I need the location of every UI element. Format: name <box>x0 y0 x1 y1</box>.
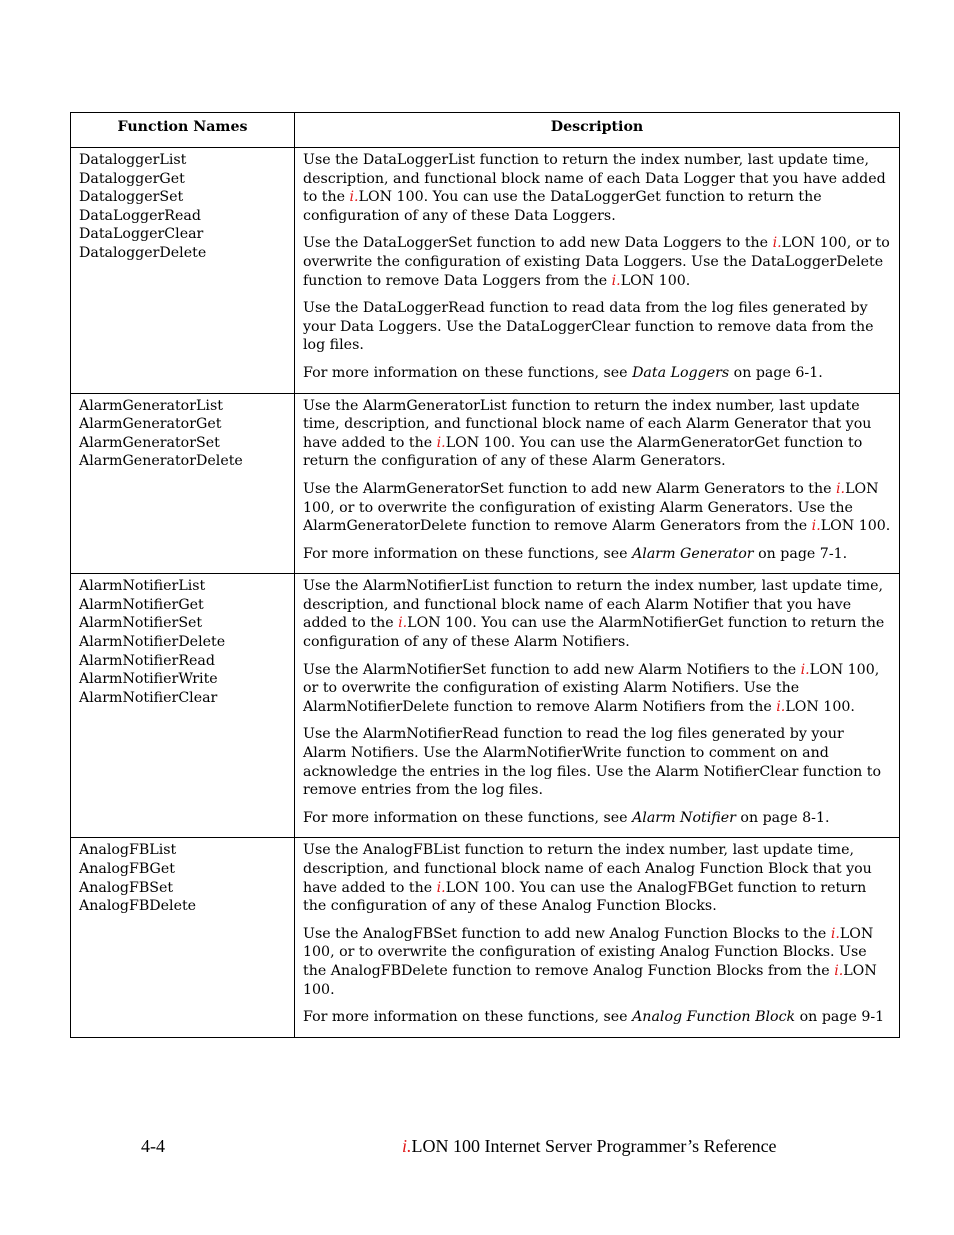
function-name: DataLoggerRead <box>79 207 201 224</box>
description-cell <box>295 393 900 574</box>
description-cell <box>295 574 900 838</box>
description-cell <box>295 148 900 394</box>
function-name: DataloggerDelete <box>79 244 207 261</box>
section-reference: Analog Function Block <box>632 1009 796 1026</box>
text-run: For more information on these functions, see <box>303 545 633 562</box>
text-run: Use the AlarmNotifierRead function to read the log files generated by your Alarm Notifiers. Use the AlarmNotifierWrite function to comment on and acknowledge the entries in the log files. Use the Alarm NotifierClear function to remove entries from the log files. <box>303 726 882 799</box>
function-table <box>70 112 900 1038</box>
function-names-cell <box>71 574 295 838</box>
text-run: on page 7-1. <box>753 545 848 562</box>
table-row <box>71 393 900 574</box>
text-run: Use the AnalogFBSet function to add new Analog Function Blocks to the <box>303 925 831 942</box>
text-run: For more information on these functions, see <box>303 1009 633 1026</box>
text-run: LON 100. <box>785 698 855 715</box>
table-header-row <box>71 113 900 148</box>
function-name: AlarmNotifierList <box>79 578 206 595</box>
function-name: AnalogFBGet <box>79 861 175 877</box>
ilon-prefix: i. <box>398 615 408 632</box>
text-run: Use the AlarmGeneratorSet function to add new Alarm Generators to the <box>303 480 836 497</box>
header-description: Description <box>295 113 900 148</box>
section-reference: Data Loggers <box>632 364 730 381</box>
table-body <box>71 148 900 1038</box>
function-name: DataloggerList <box>79 152 187 168</box>
section-reference: Alarm Notifier <box>632 809 736 826</box>
text-run: Use the AlarmNotifierList function to return the index number, last update time, description, and functional block name of each Alarm Notifier that you have added to the <box>303 578 884 632</box>
text-run: Use the AlarmGeneratorList function to return the index number, last update time, description, and functional block name of each Alarm Generator that you have added to the <box>303 397 872 451</box>
text-run: LON 100. <box>620 272 691 289</box>
page-number: 4-4 <box>141 1136 165 1156</box>
text-run: on page 9-1 <box>795 1009 885 1026</box>
ilon-prefix: i. <box>830 925 840 942</box>
ilon-prefix: i. <box>772 235 782 252</box>
section-reference: Alarm Generator <box>632 545 754 562</box>
table-row <box>71 148 900 394</box>
ilon-prefix: i. <box>811 518 821 535</box>
text-run: on page 6-1. <box>729 364 823 381</box>
description-paragraph <box>303 725 891 799</box>
text-run: Use the DataLoggerList function to return the index number, last update time, description, and functional block name of each Data Logger that you have added to the <box>303 152 886 206</box>
function-name: AnalogFBSet <box>79 879 174 896</box>
text-run: For more information on these functions, see <box>303 364 633 381</box>
text-run: LON 100. You can use the DataLoggerGet function to return the configuration of any of these Data Loggers. <box>303 189 822 224</box>
function-name: DataLoggerClear <box>79 226 204 243</box>
description-paragraph <box>303 661 891 717</box>
function-name: AnalogFBDelete <box>79 898 197 915</box>
text-run: Use the DataLoggerRead function to read data from the log files generated by your Data Loggers. Use the DataLoggerClear function to remove data from the log files. <box>303 300 874 354</box>
description-paragraph <box>303 299 891 355</box>
description-paragraph <box>303 809 891 828</box>
header-function-names: Function Names <box>71 113 295 148</box>
description-paragraph <box>303 841 891 915</box>
text-run: For more information on these functions, see <box>303 809 633 826</box>
description-cell <box>295 838 900 1037</box>
function-name: AlarmNotifierDelete <box>79 634 226 651</box>
function-name: AlarmNotifierClear <box>79 689 218 706</box>
description-paragraph <box>303 364 891 383</box>
function-name: AlarmGeneratorGet <box>79 416 222 433</box>
book-title-text: LON 100 Internet Server Programmer’s Reference <box>411 1136 777 1156</box>
function-name: AlarmGeneratorList <box>79 397 223 414</box>
function-name: AnalogFBList <box>79 842 177 859</box>
ilon-prefix: i. <box>611 272 621 289</box>
book-title <box>402 1135 777 1157</box>
table-row <box>71 574 900 838</box>
function-name: AlarmNotifierGet <box>79 596 204 613</box>
text-run: on page 8-1. <box>735 809 830 826</box>
function-name: AlarmGeneratorSet <box>79 434 220 451</box>
function-name: DataloggerSet <box>79 189 184 206</box>
text-run: LON 100, or to overwrite the configuration of existing Analog Function Blocks. Use the AnalogFBDelete function to remove Analog Function Blocks from the <box>303 925 874 979</box>
ilon-prefix: i. <box>776 698 786 715</box>
function-name: AlarmNotifierRead <box>79 652 215 669</box>
function-name: AlarmNotifierSet <box>79 615 203 632</box>
text-run: Use the DataLoggerSet function to add new Data Loggers to the <box>303 235 773 252</box>
function-name: DataloggerGet <box>79 170 185 187</box>
text-run: Use the AlarmNotifierSet function to add new Alarm Notifiers to the <box>303 661 801 678</box>
text-run: LON 100. You can use the AnalogFBGet function to return the configuration of any of these Analog Function Blocks. <box>303 879 867 915</box>
description-paragraph <box>303 545 891 564</box>
description-paragraph <box>303 397 891 471</box>
text-run: LON 100. <box>820 518 891 535</box>
function-names-cell <box>71 148 295 394</box>
text-run: LON 100, or to overwrite the configuration of existing Data Loggers. Use the DataLoggerDelete function to remove Data Loggers from the <box>303 235 890 289</box>
description-paragraph <box>303 151 891 225</box>
text-run: LON 100. You can use the AlarmNotifierGet function to return the configuration of any of these Alarm Notifiers. <box>303 615 885 651</box>
function-names-cell <box>71 838 295 1037</box>
ilon-prefix: i. <box>436 879 446 896</box>
ilon-prefix: i. <box>349 189 359 206</box>
description-paragraph <box>303 925 891 999</box>
description-paragraph <box>303 1008 891 1027</box>
ilon-prefix: i. <box>402 1136 412 1156</box>
ilon-prefix: i. <box>800 661 810 678</box>
function-names-cell <box>71 393 295 574</box>
description-paragraph <box>303 234 891 290</box>
ilon-prefix: i. <box>836 480 846 497</box>
text-run: LON 100, or to overwrite the configuration of existing Alarm Generators. Use the AlarmGeneratorDelete function to remove Alarm Generators from the <box>303 480 879 535</box>
function-name: AlarmGeneratorDelete <box>79 453 243 470</box>
ilon-prefix: i. <box>436 434 446 451</box>
description-paragraph <box>303 577 891 651</box>
text-run: LON 100. You can use the AlarmGeneratorGet function to return the configuration of any of these Alarm Generators. <box>303 434 863 470</box>
text-run: Use the AnalogFBList function to return the index number, last update time, description, and functional block name of each Analog Function Block that you have added to the <box>303 842 872 896</box>
table-row <box>71 838 900 1037</box>
function-name: AlarmNotifierWrite <box>79 671 218 688</box>
text-run: LON 100. <box>303 962 877 998</box>
ilon-prefix: i. <box>834 962 844 979</box>
text-run: LON 100, or to overwrite the configuration of existing Alarm Notifiers. Use the AlarmNotifierDelete function to remove Alarm Notifiers from the <box>303 661 880 715</box>
description-paragraph <box>303 480 891 536</box>
